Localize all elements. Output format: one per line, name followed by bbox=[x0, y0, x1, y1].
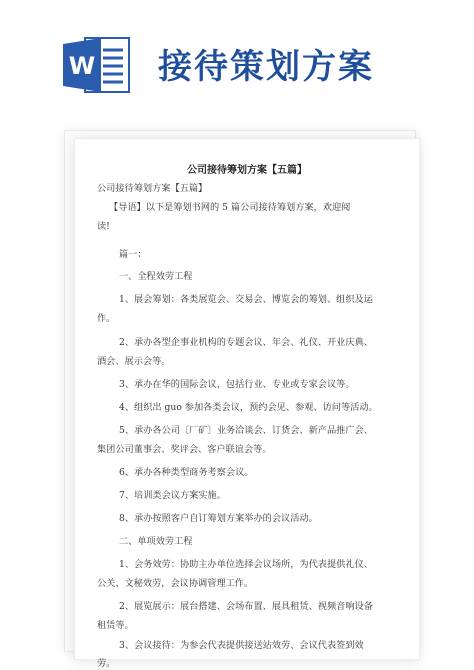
doc-line: 作。 bbox=[97, 313, 116, 324]
doc-line: 7、培训类会议方案实施。 bbox=[119, 490, 226, 501]
header-banner bbox=[0, 0, 474, 108]
doc-line: 2、展览展示：展台搭建、会场布置、展具租赁、视频音响设备 bbox=[119, 601, 373, 612]
doc-line: 二、单项效劳工程 bbox=[119, 536, 193, 547]
doc-line: 2、承办各型企事业机构的专题会议、年会、礼仪、开业庆典、 bbox=[119, 337, 373, 348]
doc-line: 6、承办各种类型商务考察会议。 bbox=[119, 467, 254, 478]
doc-line: 1、展会筹划：各类展览会、交易会、博览会的筹划、组织及运 bbox=[119, 294, 373, 305]
doc-line: 劳。 bbox=[97, 658, 116, 669]
document-page bbox=[74, 138, 420, 669]
doc-line: 3、承办在华的国际会议，包括行业、专业或专家会议等。 bbox=[119, 379, 355, 390]
document-title: 公司接待筹划方案【五篇】 bbox=[187, 165, 307, 176]
doc-line: 篇一： bbox=[119, 249, 147, 260]
word-document-icon bbox=[63, 36, 131, 94]
doc-line: 公关、文秘效劳，会议协调管理工作。 bbox=[97, 578, 254, 589]
word-icon-letter: W bbox=[68, 52, 96, 80]
doc-line: 读! bbox=[97, 221, 110, 232]
doc-line: 1、会务效劳：协助主办单位选择会议场所，为代表提供礼仪、 bbox=[119, 559, 373, 570]
doc-line: 3、会议接待：为参会代表提供接送站效劳、会议代表签到效 bbox=[119, 640, 364, 651]
doc-line: 租赁等。 bbox=[97, 620, 134, 631]
doc-line: 公司接待筹划方案【五篇】 bbox=[97, 183, 208, 194]
doc-line: 一、全程效劳工程 bbox=[119, 271, 193, 282]
banner-title: 接待策划方案 bbox=[158, 47, 374, 87]
doc-line: 集团公司董事会、奖评会、客户联谊会等。 bbox=[97, 444, 272, 455]
doc-line: 8、承办按照客户自订筹划方案举办的会议活动。 bbox=[119, 513, 318, 524]
doc-line: 【导语】以下是筹划书网的 5 篇公司接待筹划方案，欢迎阅 bbox=[109, 202, 351, 213]
doc-line: 4、组织出 guo 参加各类会议，预约会见、参观、访问等活动。 bbox=[119, 402, 378, 413]
doc-line: 酒会、展示会等。 bbox=[97, 356, 171, 367]
doc-line: 5、承办各公司〔厂矿〕业务洽谈会、订货会、新产品推广会、 bbox=[119, 425, 373, 436]
